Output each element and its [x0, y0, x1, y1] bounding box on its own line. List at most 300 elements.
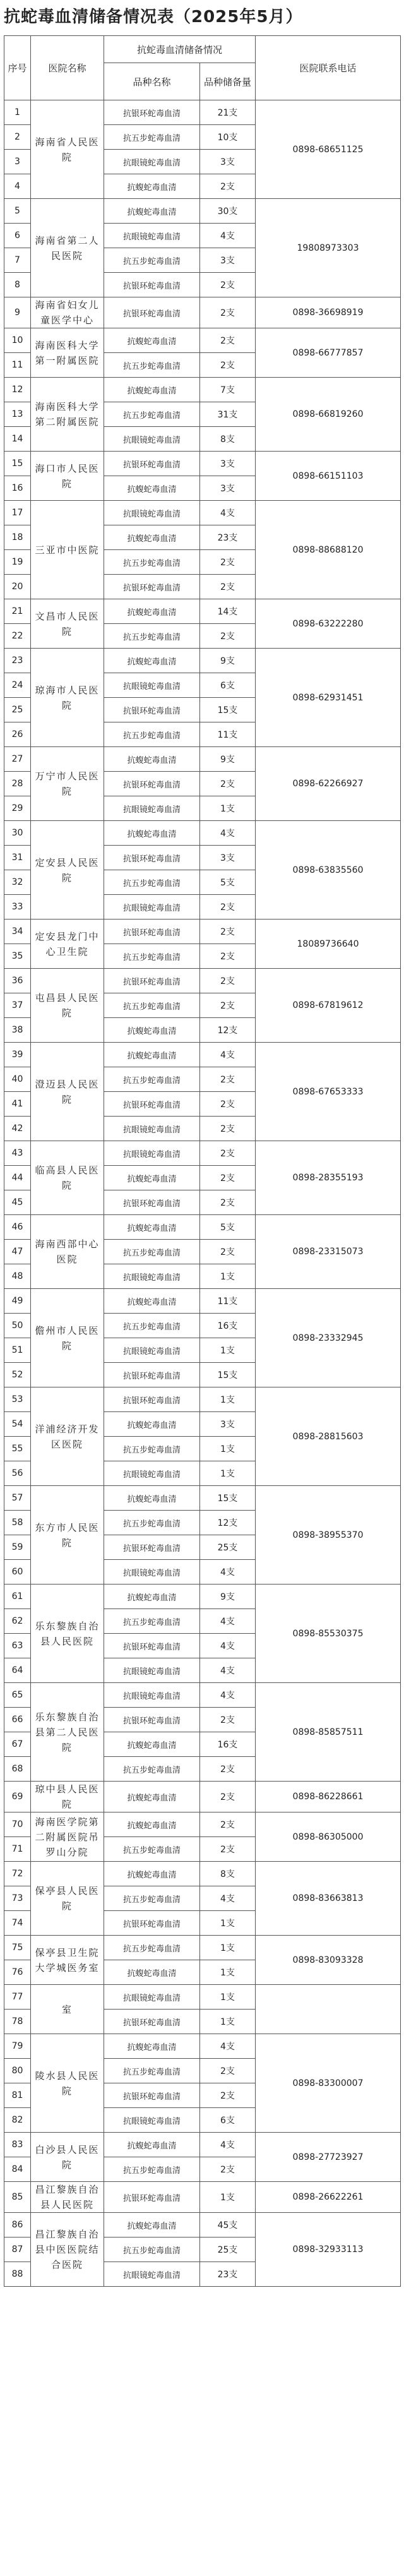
hospital-phone: 0898-86228661 [256, 1782, 401, 1812]
product-name: 抗银环蛇毒血清 [104, 1535, 200, 1560]
reserve-quantity: 2支 [200, 1837, 256, 1862]
product-name: 抗眼镜蛇毒血清 [104, 895, 200, 920]
product-name: 抗银环蛇毒血清 [104, 273, 200, 297]
reserve-quantity: 2支 [200, 575, 256, 599]
product-name: 抗眼镜蛇毒血清 [104, 2262, 200, 2287]
row-seq: 63 [4, 1634, 31, 1658]
table-body [4, 100, 401, 2287]
reserve-quantity: 2支 [200, 353, 256, 378]
hospital-phone: 18089736640 [256, 920, 401, 969]
reserve-quantity: 2支 [200, 1166, 256, 1190]
product-name: 抗银环蛇毒血清 [104, 969, 200, 993]
reserve-quantity: 1支 [200, 1461, 256, 1486]
table-row [4, 2034, 401, 2059]
hospital-name: 琼中县人民医院 [31, 1782, 104, 1812]
product-name: 抗蝮蛇毒血清 [104, 1812, 200, 1837]
hospital-phone: 0898-23315073 [256, 1215, 401, 1289]
reserve-quantity: 2支 [200, 1708, 256, 1732]
product-name: 抗五步蛇毒血清 [104, 1314, 200, 1338]
table-row [4, 1289, 401, 1314]
hospital-phone: 0898-23332945 [256, 1289, 401, 1387]
row-seq: 31 [4, 846, 31, 870]
row-seq: 18 [4, 525, 31, 550]
reserve-quantity: 10支 [200, 125, 256, 150]
row-seq: 72 [4, 1862, 31, 1886]
reserve-quantity: 31支 [200, 402, 256, 427]
hospital-name: 海口市人民医院 [31, 452, 104, 501]
row-seq: 52 [4, 1363, 31, 1387]
product-name: 抗银环蛇毒血清 [104, 297, 200, 328]
product-name: 抗眼镜蛇毒血清 [104, 796, 200, 821]
row-seq: 85 [4, 2182, 31, 2213]
hospital-phone: 0898-66819260 [256, 378, 401, 452]
hospital-name: 临高县人民医院 [31, 1141, 104, 1215]
hospital-name: 澄迈县人民医院 [31, 1043, 104, 1141]
reserve-quantity: 12支 [200, 1018, 256, 1043]
row-seq: 17 [4, 501, 31, 525]
product-name: 抗蝮蛇毒血清 [104, 1585, 200, 1609]
reserve-quantity: 2支 [200, 1067, 256, 1092]
row-seq: 10 [4, 328, 31, 353]
product-name: 抗五步蛇毒血清 [104, 624, 200, 649]
reserve-quantity: 7支 [200, 378, 256, 402]
row-seq: 71 [4, 1837, 31, 1862]
product-name: 抗银环蛇毒血清 [104, 1708, 200, 1732]
hospital-phone: 0898-85857511 [256, 1683, 401, 1782]
table-row [4, 1782, 401, 1812]
row-seq: 41 [4, 1092, 31, 1117]
reserve-quantity: 8支 [200, 1862, 256, 1886]
header-seq: 序号 [4, 36, 31, 100]
table-row [4, 199, 401, 224]
reserve-quantity: 1支 [200, 1936, 256, 1960]
hospital-phone: 0898-26622261 [256, 2182, 401, 2213]
table-row [4, 649, 401, 673]
reserve-quantity: 1支 [200, 1437, 256, 1461]
product-name: 抗五步蛇毒血清 [104, 2238, 200, 2262]
reserve-quantity: 8支 [200, 427, 256, 452]
product-name: 抗银环蛇毒血清 [104, 100, 200, 125]
row-seq: 4 [4, 174, 31, 199]
hospital-phone: 0898-27723927 [256, 2133, 401, 2182]
header-contact: 医院联系电话 [256, 36, 401, 100]
row-seq: 83 [4, 2133, 31, 2157]
reserve-quantity: 2支 [200, 1812, 256, 1837]
reserve-quantity: 2支 [200, 1240, 256, 1264]
reserve-quantity: 2支 [200, 550, 256, 575]
table-row [4, 1141, 401, 1166]
reserve-quantity: 2支 [200, 328, 256, 353]
row-seq: 62 [4, 1609, 31, 1634]
hospital-name: 定安县龙门中心卫生院 [31, 920, 104, 969]
product-name: 抗五步蛇毒血清 [104, 1936, 200, 1960]
product-name: 抗银环蛇毒血清 [104, 1092, 200, 1117]
product-name: 抗银环蛇毒血清 [104, 920, 200, 944]
product-name: 抗眼镜蛇毒血清 [104, 1264, 200, 1289]
hospital-name: 海南省第二人民医院 [31, 199, 104, 297]
reserve-quantity: 4支 [200, 821, 256, 846]
row-seq: 48 [4, 1264, 31, 1289]
row-seq: 65 [4, 1683, 31, 1708]
row-seq: 29 [4, 796, 31, 821]
hospital-phone: 0898-68651125 [256, 100, 401, 199]
product-name: 抗银环蛇毒血清 [104, 575, 200, 599]
hospital-phone: 0898-63835560 [256, 821, 401, 920]
row-seq: 50 [4, 1314, 31, 1338]
product-name: 抗银环蛇毒血清 [104, 2010, 200, 2034]
row-seq: 25 [4, 698, 31, 722]
product-name: 抗银环蛇毒血清 [104, 1634, 200, 1658]
row-seq: 27 [4, 747, 31, 772]
reserve-quantity: 15支 [200, 1486, 256, 1511]
table-row [4, 1683, 401, 1708]
row-seq: 16 [4, 476, 31, 501]
table-row [4, 1387, 401, 1412]
row-seq: 87 [4, 2238, 31, 2262]
product-name: 抗五步蛇毒血清 [104, 353, 200, 378]
hospital-phone: 0898-83093328 [256, 1936, 401, 1985]
reserve-quantity: 2支 [200, 944, 256, 969]
product-name: 抗五步蛇毒血清 [104, 1437, 200, 1461]
product-name: 抗五步蛇毒血清 [104, 402, 200, 427]
product-name: 抗眼镜蛇毒血清 [104, 1338, 200, 1363]
reserve-quantity: 9支 [200, 747, 256, 772]
reserve-quantity: 2支 [200, 2157, 256, 2182]
table-row [4, 297, 401, 328]
reserve-quantity: 2支 [200, 969, 256, 993]
reserve-quantity: 25支 [200, 1535, 256, 1560]
row-seq: 2 [4, 125, 31, 150]
product-name: 抗五步蛇毒血清 [104, 1511, 200, 1535]
row-seq: 24 [4, 673, 31, 698]
row-seq: 8 [4, 273, 31, 297]
table-row [4, 1985, 401, 2010]
row-seq: 32 [4, 870, 31, 895]
row-seq: 78 [4, 2010, 31, 2034]
row-seq: 80 [4, 2059, 31, 2083]
reserve-quantity: 4支 [200, 1886, 256, 1911]
row-seq: 12 [4, 378, 31, 402]
reserve-quantity: 9支 [200, 1585, 256, 1609]
reserve-quantity: 16支 [200, 1732, 256, 1757]
row-seq: 7 [4, 248, 31, 273]
row-seq: 67 [4, 1732, 31, 1757]
hospital-phone: 0898-86305000 [256, 1812, 401, 1862]
product-name: 抗五步蛇毒血清 [104, 1837, 200, 1862]
product-name: 抗眼镜蛇毒血清 [104, 1658, 200, 1683]
table-row [4, 100, 401, 125]
row-seq: 51 [4, 1338, 31, 1363]
row-seq: 55 [4, 1437, 31, 1461]
reserve-quantity: 2支 [200, 624, 256, 649]
hospital-name: 琼海市人民医院 [31, 649, 104, 747]
reserve-quantity: 30支 [200, 199, 256, 224]
row-seq: 34 [4, 920, 31, 944]
reserve-quantity: 1支 [200, 1264, 256, 1289]
hospital-name: 万宁市人民医院 [31, 747, 104, 821]
row-seq: 61 [4, 1585, 31, 1609]
product-name: 抗眼镜蛇毒血清 [104, 150, 200, 174]
product-name: 抗银环蛇毒血清 [104, 698, 200, 722]
product-name: 抗蝮蛇毒血清 [104, 821, 200, 846]
row-seq: 88 [4, 2262, 31, 2287]
product-name: 抗蝮蛇毒血清 [104, 1215, 200, 1240]
product-name: 抗五步蛇毒血清 [104, 125, 200, 150]
hospital-name: 海南医科大学第一附属医院 [31, 328, 104, 378]
reserve-quantity: 1支 [200, 2010, 256, 2034]
reserve-quantity: 2支 [200, 1117, 256, 1141]
row-seq: 15 [4, 452, 31, 476]
product-name: 抗五步蛇毒血清 [104, 2059, 200, 2083]
reserve-quantity: 5支 [200, 870, 256, 895]
row-seq: 75 [4, 1936, 31, 1960]
product-name: 抗五步蛇毒血清 [104, 722, 200, 747]
product-name: 抗银环蛇毒血清 [104, 1911, 200, 1936]
reserve-quantity: 1支 [200, 2182, 256, 2213]
product-name: 抗银环蛇毒血清 [104, 452, 200, 476]
table-row [4, 1936, 401, 1960]
product-name: 抗蝮蛇毒血清 [104, 1289, 200, 1314]
reserve-quantity: 2支 [200, 1141, 256, 1166]
hospital-phone: 0898-28815603 [256, 1387, 401, 1486]
reserve-quantity: 21支 [200, 100, 256, 125]
hospital-name: 东方市人民医院 [31, 1486, 104, 1585]
product-name: 抗五步蛇毒血清 [104, 550, 200, 575]
hospital-phone: 0898-83663813 [256, 1862, 401, 1936]
product-name: 抗银环蛇毒血清 [104, 2083, 200, 2108]
product-name: 抗五步蛇毒血清 [104, 1067, 200, 1092]
hospital-phone: 0898-62266927 [256, 747, 401, 821]
product-name: 抗眼镜蛇毒血清 [104, 2108, 200, 2133]
product-name: 抗眼镜蛇毒血清 [104, 501, 200, 525]
reserve-quantity: 15支 [200, 698, 256, 722]
product-name: 抗蝮蛇毒血清 [104, 328, 200, 353]
row-seq: 5 [4, 199, 31, 224]
product-name: 抗银环蛇毒血清 [104, 1363, 200, 1387]
product-name: 抗银环蛇毒血清 [104, 772, 200, 796]
hospital-phone: 0898-28355193 [256, 1141, 401, 1215]
reserve-quantity: 14支 [200, 599, 256, 624]
reserve-quantity: 2支 [200, 297, 256, 328]
reserve-quantity: 2支 [200, 174, 256, 199]
product-name: 抗蝮蛇毒血清 [104, 747, 200, 772]
hospital-phone: 0898-83300007 [256, 2034, 401, 2133]
table-row [4, 2133, 401, 2157]
hospital-phone: 0898-66777857 [256, 328, 401, 378]
table-row [4, 2182, 401, 2213]
row-seq: 42 [4, 1117, 31, 1141]
row-seq: 64 [4, 1658, 31, 1683]
row-seq: 73 [4, 1886, 31, 1911]
row-seq: 22 [4, 624, 31, 649]
reserve-quantity: 1支 [200, 1960, 256, 1985]
row-seq: 76 [4, 1960, 31, 1985]
hospital-phone: 0898-67819612 [256, 969, 401, 1043]
table-row [4, 1215, 401, 1240]
header-product: 品种名称 [104, 63, 200, 100]
product-name: 抗眼镜蛇毒血清 [104, 1461, 200, 1486]
row-seq: 68 [4, 1757, 31, 1782]
reserve-quantity: 2支 [200, 2083, 256, 2108]
reserve-quantity: 2支 [200, 993, 256, 1018]
hospital-phone [256, 1985, 401, 2034]
reserve-quantity: 6支 [200, 2108, 256, 2133]
row-seq: 38 [4, 1018, 31, 1043]
product-name: 抗眼镜蛇毒血清 [104, 1683, 200, 1708]
row-seq: 82 [4, 2108, 31, 2133]
hospital-name: 陵水县人民医院 [31, 2034, 104, 2133]
product-name: 抗蝮蛇毒血清 [104, 476, 200, 501]
row-seq: 26 [4, 722, 31, 747]
row-seq: 56 [4, 1461, 31, 1486]
row-seq: 84 [4, 2157, 31, 2182]
hospital-name: 昌江黎族自治县人民医院 [31, 2182, 104, 2213]
row-seq: 77 [4, 1985, 31, 2010]
product-name: 抗五步蛇毒血清 [104, 2157, 200, 2182]
product-name: 抗五步蛇毒血清 [104, 993, 200, 1018]
row-seq: 37 [4, 993, 31, 1018]
table-row [4, 747, 401, 772]
hospital-phone: 0898-67653333 [256, 1043, 401, 1141]
row-seq: 66 [4, 1708, 31, 1732]
product-name: 抗蝮蛇毒血清 [104, 1166, 200, 1190]
hospital-name: 三亚市中医院 [31, 501, 104, 599]
reserve-quantity: 16支 [200, 1314, 256, 1338]
hospital-name: 昌江黎族自治县中医医院结合医院 [31, 2213, 104, 2287]
row-seq: 79 [4, 2034, 31, 2059]
product-name: 抗蝮蛇毒血清 [104, 2213, 200, 2238]
row-seq: 30 [4, 821, 31, 846]
row-seq: 70 [4, 1812, 31, 1837]
reserve-quantity: 11支 [200, 722, 256, 747]
reserve-quantity: 4支 [200, 1609, 256, 1634]
hospital-name: 白沙县人民医院 [31, 2133, 104, 2182]
row-seq: 23 [4, 649, 31, 673]
table-row [4, 920, 401, 944]
row-seq: 74 [4, 1911, 31, 1936]
product-name: 抗眼镜蛇毒血清 [104, 224, 200, 248]
reserve-quantity: 1支 [200, 1387, 256, 1412]
product-name: 抗眼镜蛇毒血清 [104, 1560, 200, 1585]
row-seq: 58 [4, 1511, 31, 1535]
reserve-quantity: 3支 [200, 248, 256, 273]
product-name: 抗蝮蛇毒血清 [104, 1018, 200, 1043]
product-name: 抗蝮蛇毒血清 [104, 1043, 200, 1067]
row-seq: 9 [4, 297, 31, 328]
header-reserve-group: 抗蛇毒血清储备情况 [104, 36, 256, 63]
product-name: 抗五步蛇毒血清 [104, 1886, 200, 1911]
reserve-quantity: 2支 [200, 1757, 256, 1782]
product-name: 抗蝮蛇毒血清 [104, 599, 200, 624]
table-row [4, 599, 401, 624]
hospital-name: 乐东黎族自治县人民医院 [31, 1585, 104, 1683]
hospital-phone: 0898-85530375 [256, 1585, 401, 1683]
row-seq: 47 [4, 1240, 31, 1264]
reserve-quantity: 9支 [200, 649, 256, 673]
row-seq: 20 [4, 575, 31, 599]
row-seq: 13 [4, 402, 31, 427]
reserve-quantity: 1支 [200, 1985, 256, 2010]
product-name: 抗五步蛇毒血清 [104, 870, 200, 895]
product-name: 抗蝮蛇毒血清 [104, 378, 200, 402]
row-seq: 46 [4, 1215, 31, 1240]
reserve-quantity: 2支 [200, 1092, 256, 1117]
table-row [4, 501, 401, 525]
row-seq: 69 [4, 1782, 31, 1812]
hospital-name: 海南省妇女儿童医学中心 [31, 297, 104, 328]
row-seq: 33 [4, 895, 31, 920]
reserve-quantity: 4支 [200, 1683, 256, 1708]
hospital-name: 海南医学院第二附属医院吊罗山分院 [31, 1812, 104, 1862]
product-name: 抗蝮蛇毒血清 [104, 1486, 200, 1511]
row-seq: 53 [4, 1387, 31, 1412]
row-seq: 1 [4, 100, 31, 125]
product-name: 抗蝮蛇毒血清 [104, 1412, 200, 1437]
header-quantity: 品种储备量 [200, 63, 256, 100]
row-seq: 59 [4, 1535, 31, 1560]
hospital-name: 海南西部中心医院 [31, 1215, 104, 1289]
row-seq: 40 [4, 1067, 31, 1092]
row-seq: 11 [4, 353, 31, 378]
reserve-quantity: 2支 [200, 1782, 256, 1812]
product-name: 抗蝮蛇毒血清 [104, 174, 200, 199]
row-seq: 60 [4, 1560, 31, 1585]
table-row [4, 1486, 401, 1511]
row-seq: 81 [4, 2083, 31, 2108]
hospital-name: 乐东黎族自治县第二人民医院 [31, 1683, 104, 1782]
reserve-quantity: 4支 [200, 224, 256, 248]
reserve-quantity: 11支 [200, 1289, 256, 1314]
hospital-name: 保亭县卫生院大学城医务室 [31, 1936, 104, 1985]
table-row [4, 1585, 401, 1609]
reserve-quantity: 4支 [200, 1560, 256, 1585]
product-name: 抗蝮蛇毒血清 [104, 1862, 200, 1886]
reserve-quantity: 6支 [200, 673, 256, 698]
table-row [4, 2213, 401, 2238]
reserve-quantity: 3支 [200, 476, 256, 501]
hospital-name: 室 [31, 1985, 104, 2034]
row-seq: 57 [4, 1486, 31, 1511]
hospital-phone: 19808973303 [256, 199, 401, 297]
header-hospital: 医院名称 [31, 36, 104, 100]
reserve-quantity: 2支 [200, 772, 256, 796]
table-row [4, 378, 401, 402]
reserve-quantity: 4支 [200, 1658, 256, 1683]
hospital-phone: 0898-36698919 [256, 297, 401, 328]
hospital-name: 儋州市人民医院 [31, 1289, 104, 1387]
antivenom-reserve-table [4, 35, 401, 2287]
row-seq: 19 [4, 550, 31, 575]
reserve-quantity: 45支 [200, 2213, 256, 2238]
table-row [4, 821, 401, 846]
reserve-quantity: 15支 [200, 1363, 256, 1387]
reserve-quantity: 5支 [200, 1215, 256, 1240]
product-name: 抗眼镜蛇毒血清 [104, 1117, 200, 1141]
hospital-phone: 0898-66151103 [256, 452, 401, 501]
hospital-name: 定安县人民医院 [31, 821, 104, 920]
row-seq: 28 [4, 772, 31, 796]
row-seq: 39 [4, 1043, 31, 1067]
reserve-quantity: 3支 [200, 150, 256, 174]
reserve-quantity: 2支 [200, 2059, 256, 2083]
product-name: 抗银环蛇毒血清 [104, 846, 200, 870]
row-seq: 54 [4, 1412, 31, 1437]
product-name: 抗蝮蛇毒血清 [104, 525, 200, 550]
reserve-quantity: 4支 [200, 2133, 256, 2157]
row-seq: 45 [4, 1190, 31, 1215]
reserve-quantity: 1支 [200, 1911, 256, 1936]
reserve-quantity: 3支 [200, 846, 256, 870]
